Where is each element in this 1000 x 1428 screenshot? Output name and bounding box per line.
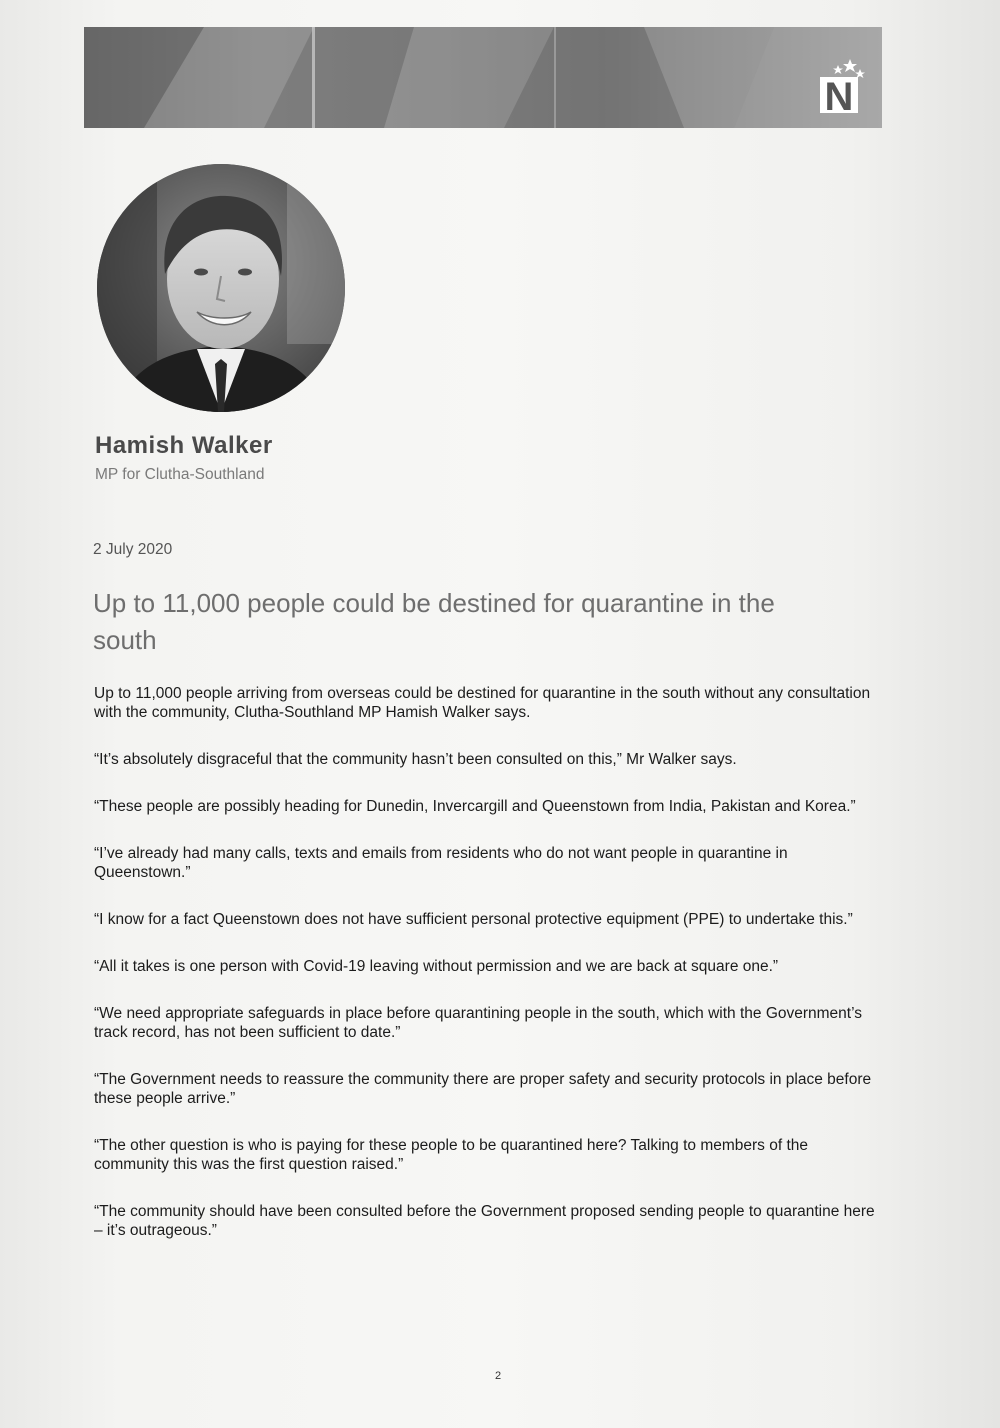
body-paragraph: “We need appropriate safeguards in place before quarantining people in the south, which with the Government’s track record, has not been sufficient to date.” xyxy=(94,1005,863,1041)
national-party-logo xyxy=(810,55,870,117)
logo-letter: N xyxy=(824,75,854,117)
banner-pattern xyxy=(84,27,882,128)
release-date: 2 July 2020 xyxy=(93,541,173,558)
press-release-body xyxy=(94,684,879,1268)
body-paragraph: “It’s absolutely disgraceful that the community hasn’t been consulted on this,” Mr Walker says. xyxy=(94,751,737,768)
press-release-headline: Up to 11,000 people could be destined for quarantine in the south xyxy=(93,588,775,655)
body-paragraph: “All it takes is one person with Covid-19 leaving without permission and we are back at square one.” xyxy=(94,958,779,975)
body-paragraph: “The community should have been consulted before the Government proposed sending people to quarantine here – it’s outrageous.” xyxy=(94,1203,875,1239)
body-paragraph: Up to 11,000 people arriving from overseas could be destined for quarantine in the south without any consultation with the community, Clutha-Southland MP Hamish Walker says. xyxy=(94,685,871,721)
body-paragraph: “The other question is who is paying for these people to be quarantined here? Talking to members of the community this was the first question raised.” xyxy=(94,1137,809,1173)
body-paragraph: “I know for a fact Queenstown does not have sufficient personal protective equipment (PPE) to undertake this.” xyxy=(94,911,853,928)
portrait-photo xyxy=(97,164,345,412)
body-paragraph: “I’ve already had many calls, texts and emails from residents who do not want people in quarantine in Queenstown.” xyxy=(94,845,788,881)
body-paragraph: “The Government needs to reassure the community there are proper safety and security protocols in place before these people arrive.” xyxy=(94,1071,872,1107)
page-number: 2 xyxy=(495,1370,502,1382)
header-banner xyxy=(84,27,882,128)
mp-name: Hamish Walker xyxy=(95,432,273,459)
mp-electorate: MP for Clutha-Southland xyxy=(95,466,265,483)
body-paragraph: “These people are possibly heading for Dunedin, Invercargill and Queenstown from India, Pakistan and Korea.” xyxy=(94,798,856,815)
